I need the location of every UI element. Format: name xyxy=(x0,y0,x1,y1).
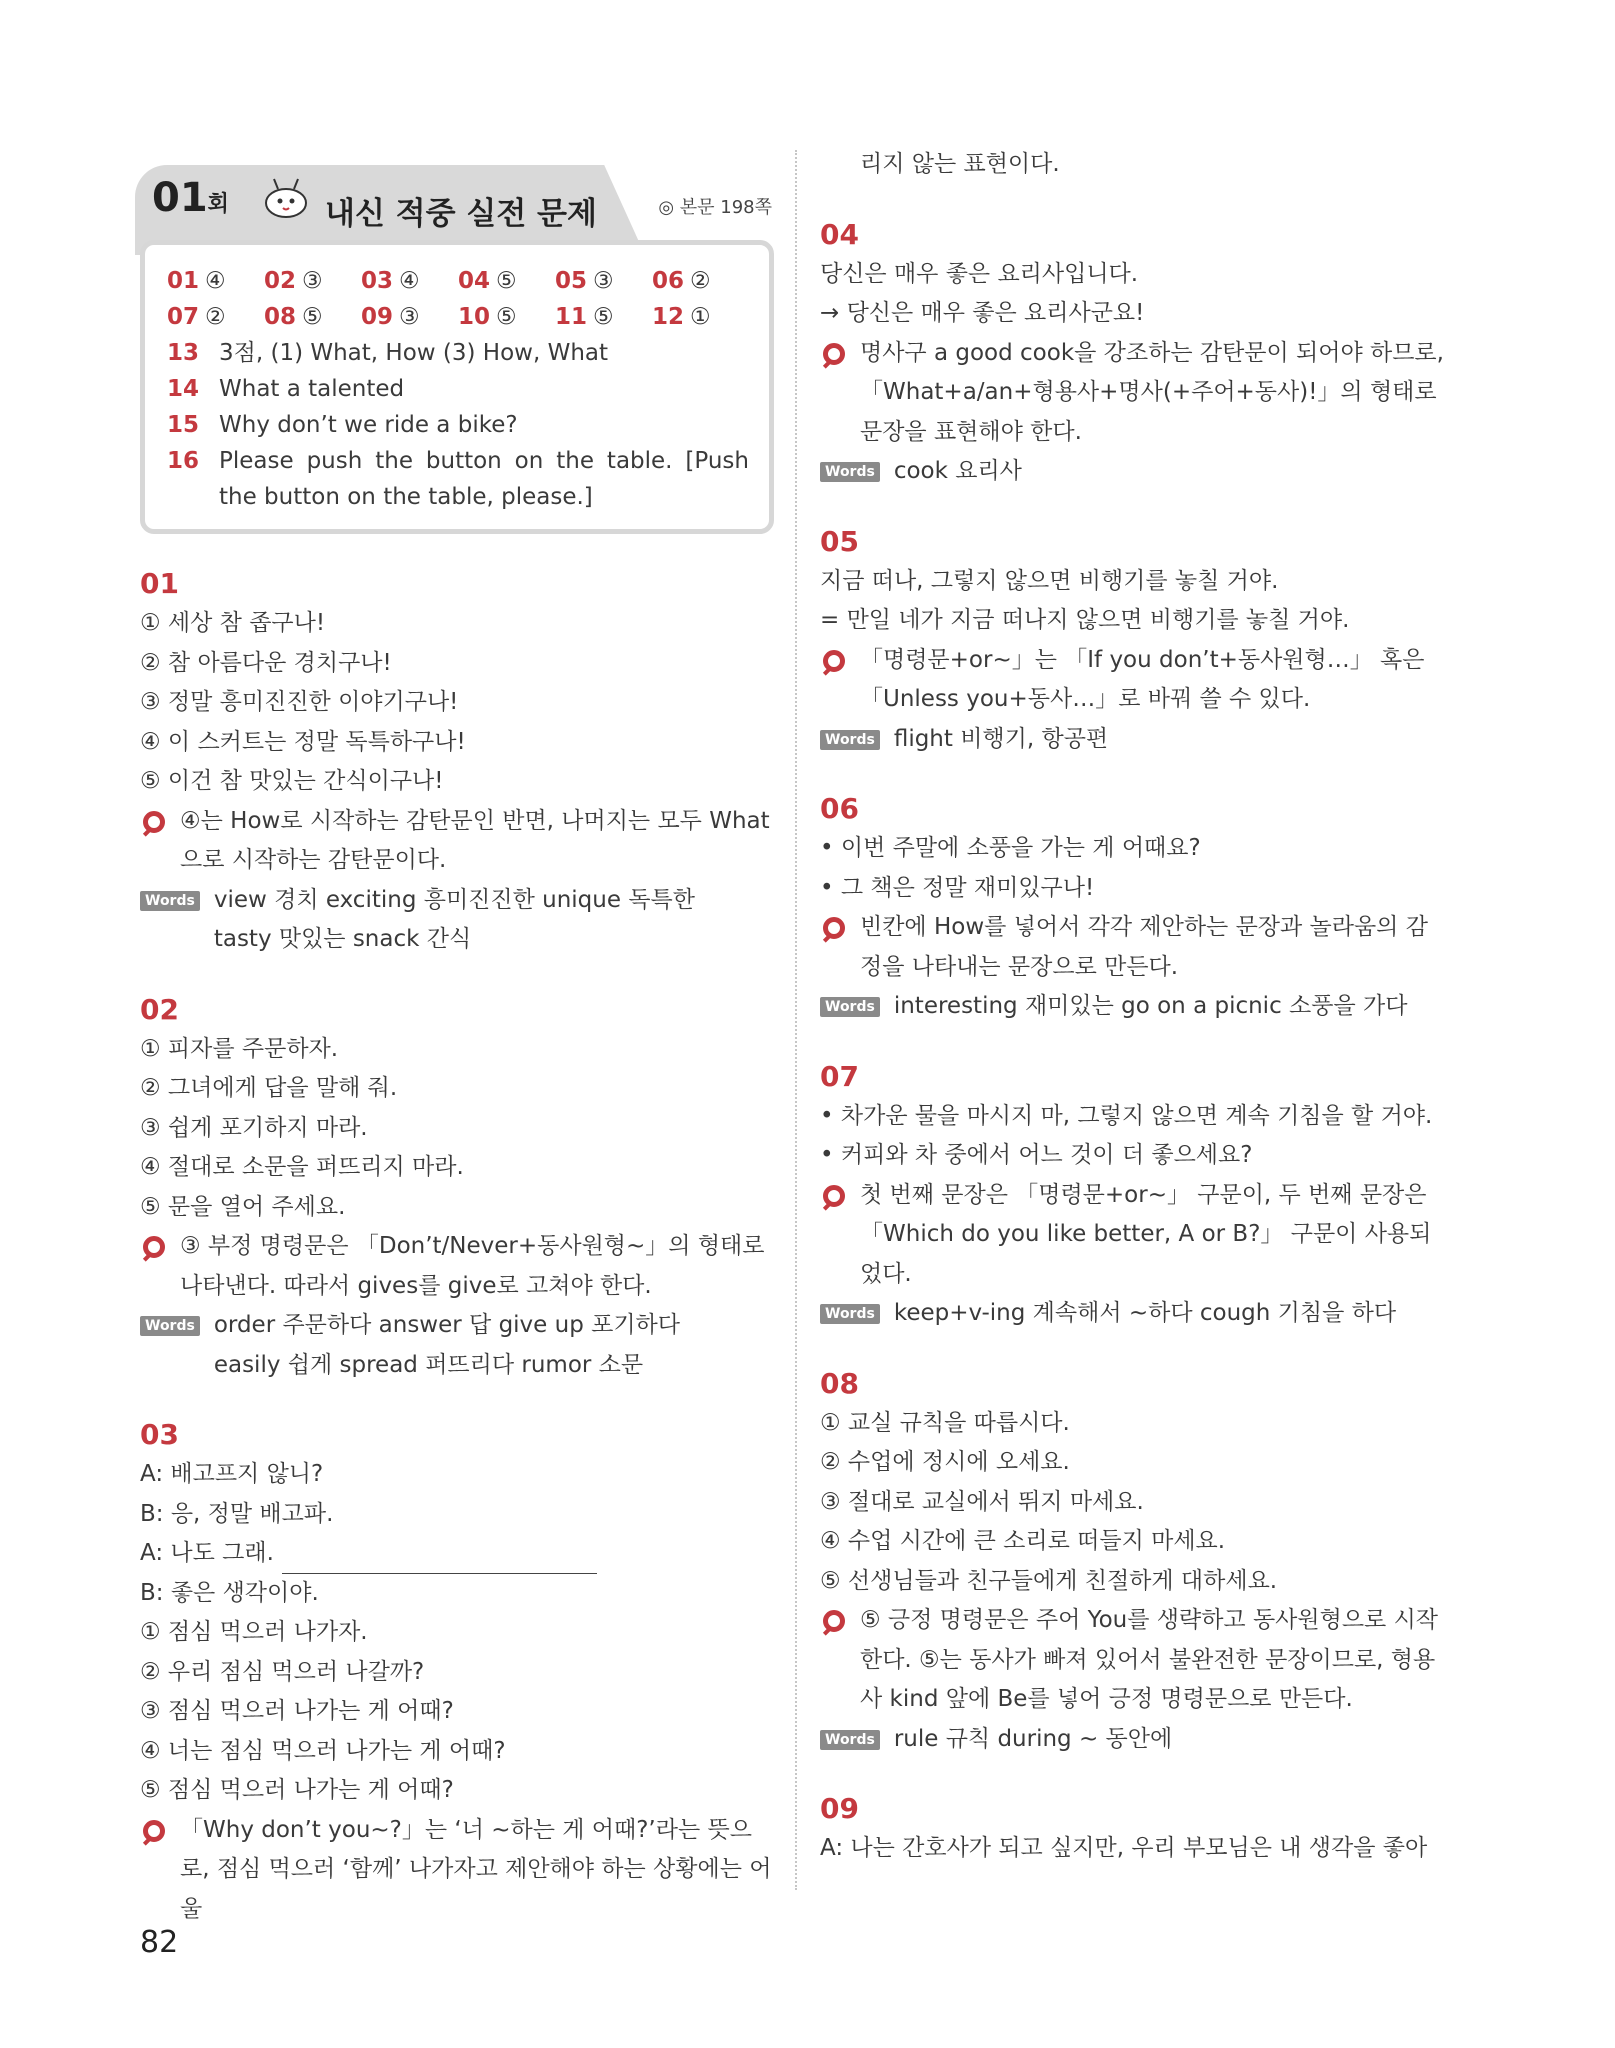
answer-number: 06 xyxy=(652,268,685,294)
option-line: ② 우리 점심 먹으러 나갈까? xyxy=(140,1658,425,1685)
question-07 xyxy=(820,1057,1450,1334)
words-tag: Words xyxy=(820,997,880,1017)
question-number: 07 xyxy=(820,1059,859,1093)
option-line: ⑤ 점심 먹으러 나가는 게 어때? xyxy=(140,1777,454,1803)
answer-number: 14 xyxy=(167,376,200,402)
answer-number: 11 xyxy=(555,304,588,330)
option-line: ① 피자를 주문하자. xyxy=(140,1035,339,1062)
section-title: 내신 적중 실전 문제 xyxy=(325,196,597,232)
question-number: 05 xyxy=(820,524,859,558)
words-box: Words keep+v-ing 계속해서 ~하다 cough 기침을 하다 xyxy=(820,1294,1450,1334)
words-box xyxy=(140,881,780,960)
explanation: ⑤ 긍정 명령문은 주어 You를 생략하고 동사원형으로 시작한다. ⑤는 동사가 빠져 있어서 불완전한 문장이므로, 형용사 kind 앞에 Be를 넣어 긍정 명령문으로 만든다. xyxy=(820,1601,1450,1720)
words-tag: Words xyxy=(820,1304,880,1324)
page-reference: ◎ 본문 198쪽 xyxy=(658,197,772,218)
question-number: 03 xyxy=(140,1418,179,1451)
option-line: ① 점심 먹으러 나가자. xyxy=(140,1619,368,1645)
option-line: ② 참 아름다운 경치구나! xyxy=(140,649,392,676)
answer-cell xyxy=(555,263,652,299)
words-box: Words flight 비행기, 항공편 xyxy=(820,720,1450,760)
sentence-line: = 만일 네가 지금 떠나지 않으면 비행기를 놓칠 거야. xyxy=(820,607,1350,633)
answer-value: ⑤ xyxy=(496,268,517,294)
words-box xyxy=(140,1306,780,1385)
words-line: view 경치 exciting 흥미진진한 unique 독특한 xyxy=(213,886,695,913)
answer-cell xyxy=(264,263,361,299)
magnifier-icon xyxy=(820,1182,852,1214)
answer-cell xyxy=(458,263,555,299)
answer-cell xyxy=(458,299,555,335)
dialog-line: B: 응, 정말 배고파. xyxy=(140,1500,334,1527)
option-line: ⑤ 문을 열어 주세요. xyxy=(140,1193,346,1220)
answer-cell xyxy=(652,299,749,335)
dialog-line: A: 배고프지 않니? xyxy=(140,1461,324,1487)
dialog-line: A: 나는 간호사가 되고 싶지만, 우리 부모님은 내 생각을 좋아 xyxy=(820,1835,1428,1861)
question-05 xyxy=(820,522,1450,760)
magnifier-icon xyxy=(820,914,852,946)
dialog-line: B: 좋은 생각이야. xyxy=(140,1579,319,1606)
words-tag: Words xyxy=(140,1316,200,1336)
answer-line xyxy=(167,371,749,407)
answer-cell xyxy=(167,263,264,299)
magnifier-icon xyxy=(820,1607,852,1639)
sentence-line: → 당신은 매우 좋은 요리사군요! xyxy=(820,300,1145,326)
left-column xyxy=(140,145,780,1929)
explanation: 「명령문+or~」는 「If you don’t+동사원형…」 혹은 「Unless you+동사…」로 바꿔 쓸 수 있다. xyxy=(820,641,1450,720)
explanation: ③ 부정 명령문은 「Don’t/Never+동사원형~」의 형태로 나타낸다. 따라서 gives를 give로 고쳐야 한다. xyxy=(140,1227,780,1306)
answer-value: Please push the button on the table. [Push the button on the table, please.] xyxy=(219,448,749,510)
question-number: 09 xyxy=(820,1792,859,1825)
answer-line xyxy=(167,407,749,443)
words-tag: Words xyxy=(820,462,880,482)
magnifier-icon xyxy=(820,340,852,372)
answer-value: ④ xyxy=(399,268,420,294)
sentence-line: 당신은 매우 좋은 요리사입니다. xyxy=(820,260,1139,287)
page-number: 82 xyxy=(140,1925,179,1960)
question-09 xyxy=(820,1789,1450,1869)
answer-grid xyxy=(167,263,749,335)
answer-number: 09 xyxy=(361,304,394,330)
words-tag: Words xyxy=(820,730,880,750)
option-line: ④ 수업 시간에 큰 소리로 떠들지 마세요. xyxy=(820,1528,1226,1554)
answer-number: 10 xyxy=(458,304,491,330)
magnifier-icon xyxy=(140,808,172,840)
answer-cell xyxy=(555,299,652,335)
option-line: ① 세상 참 좁구나! xyxy=(140,610,326,636)
section-header xyxy=(140,145,772,240)
answer-number: 04 xyxy=(458,268,491,294)
words-line: easily 쉽게 spread 퍼뜨리다 rumor 소문 xyxy=(213,1351,644,1378)
sentence-line: 지금 떠나, 그렇지 않으면 비행기를 놓칠 거야. xyxy=(820,567,1279,594)
answer-key-box xyxy=(140,240,774,534)
answer-value: ④ xyxy=(205,268,226,294)
explanation: 첫 번째 문장은 「명령문+or~」 구문이, 두 번째 문장은 「Which do you like better, A or B?」 구문이 사용되었다. xyxy=(820,1176,1450,1295)
option-line: ③ 쉽게 포기하지 마라. xyxy=(140,1114,368,1141)
answer-cell xyxy=(264,299,361,335)
option-line: ① 교실 규칙을 따릅시다. xyxy=(820,1409,1070,1436)
option-line: ③ 점심 먹으러 나가는 게 어때? xyxy=(140,1698,454,1724)
magnifier-icon xyxy=(140,1817,172,1849)
answer-line xyxy=(167,443,749,515)
answer-value: ② xyxy=(690,268,711,294)
answer-value: 3점, (1) What, How (3) How, What xyxy=(219,340,609,366)
answer-number: 12 xyxy=(652,304,685,330)
answer-value: ③ xyxy=(399,304,420,330)
words-box: Words interesting 재미있는 go on a picnic 소풍을 가다 xyxy=(820,987,1450,1027)
explanation: 「Why don’t you~?」는 ‘너 ~하는 게 어때?’라는 뜻으로, 점심 먹으러 ‘함께’ 나가자고 제안해야 하는 상황에는 어울 xyxy=(140,1811,780,1930)
answer-cell xyxy=(167,299,264,335)
question-number: 01 xyxy=(140,567,179,600)
explanation: 명사구 a good cook을 강조하는 감탄문이 되어야 하므로, 「What+a/an+형용사+명사(+주어+동사)!」의 형태로 문장을 표현해야 한다. xyxy=(820,334,1450,453)
option-line: ④ 너는 점심 먹으러 나가는 게 어때? xyxy=(140,1737,506,1764)
magnifier-icon xyxy=(140,1233,172,1265)
answer-blank xyxy=(282,1545,597,1574)
answer-value: ① xyxy=(690,304,711,330)
words-box: Words rule 규칙 during ~ 동안에 xyxy=(820,1720,1450,1760)
sentence-line: • 커피와 차 중에서 어느 것이 더 좋으세요? xyxy=(820,1142,1253,1168)
answer-number: 08 xyxy=(264,304,297,330)
question-06 xyxy=(820,789,1450,1027)
answer-number: 15 xyxy=(167,412,200,438)
question-number: 08 xyxy=(820,1366,859,1400)
question-number: 06 xyxy=(820,792,859,825)
words-line: order 주문하다 answer 답 give up 포기하다 xyxy=(213,1312,680,1338)
option-line: ⑤ 이건 참 맛있는 간식이구나! xyxy=(140,768,444,794)
option-line: ② 그녀에게 답을 말해 줘. xyxy=(140,1075,398,1101)
dialog-line: A: 나도 그래. xyxy=(140,1534,780,1574)
answer-number: 02 xyxy=(264,268,297,294)
words-tag: Words xyxy=(140,891,200,911)
answer-value: ③ xyxy=(302,268,323,294)
option-line: ④ 절대로 소문을 퍼뜨리지 마라. xyxy=(140,1154,464,1180)
answer-value: ③ xyxy=(593,268,614,294)
words-line: tasty 맛있는 snack 간식 xyxy=(213,926,472,952)
answer-value: ② xyxy=(205,304,226,330)
magnifier-icon xyxy=(820,647,852,679)
sentence-line: • 차가운 물을 마시지 마, 그렇지 않으면 계속 기침을 할 거야. xyxy=(820,1102,1433,1129)
option-line: ② 수업에 정시에 오세요. xyxy=(820,1449,1070,1475)
round-number: 01회 xyxy=(152,175,229,221)
words-tag: Words xyxy=(820,1730,880,1750)
answer-text-list xyxy=(167,335,749,515)
sentence-line: • 이번 주말에 소풍을 가는 게 어때요? xyxy=(820,835,1201,861)
mascot-icon xyxy=(258,177,318,230)
answer-number: 03 xyxy=(361,268,394,294)
question-03 xyxy=(140,1415,780,1929)
answer-value: What a talented xyxy=(219,376,405,402)
answer-cell xyxy=(361,263,458,299)
question-number: 04 xyxy=(820,217,859,251)
question-08 xyxy=(820,1364,1450,1760)
answer-cell xyxy=(652,263,749,299)
answer-cell xyxy=(361,299,458,335)
answer-number: 13 xyxy=(167,340,200,366)
answer-line xyxy=(167,335,749,371)
right-column xyxy=(820,145,1450,1869)
option-line: ④ 이 스커트는 정말 독특하구나! xyxy=(140,728,466,755)
words-box: Words cook 요리사 xyxy=(820,452,1450,492)
answer-number: 07 xyxy=(167,304,200,330)
answer-number: 05 xyxy=(555,268,588,294)
explanation: ④는 How로 시작하는 감탄문인 반면, 나머지는 모두 What으로 시작하는 감탄문이다. xyxy=(140,802,780,881)
explanation: 빈칸에 How를 넣어서 각각 제안하는 문장과 놀라움의 감정을 나타내는 문장으로 만든다. xyxy=(820,908,1450,987)
explanation-continued: 리지 않는 표현이다. xyxy=(860,151,1060,177)
question-01 xyxy=(140,564,780,960)
answer-value: ⑤ xyxy=(593,304,614,330)
option-line: ③ 절대로 교실에서 뛰지 마세요. xyxy=(820,1488,1144,1515)
answer-value: ⑤ xyxy=(302,304,323,330)
answer-number: 16 xyxy=(167,448,200,474)
sentence-line: • 그 책은 정말 재미있구나! xyxy=(820,874,1095,901)
answer-value: Why don’t we ride a bike? xyxy=(219,412,518,438)
question-02 xyxy=(140,990,780,1386)
answer-value: ⑤ xyxy=(496,304,517,330)
column-divider xyxy=(795,150,797,1890)
question-number: 02 xyxy=(140,992,179,1026)
question-04 xyxy=(820,215,1450,492)
answer-number: 01 xyxy=(167,268,200,294)
option-line: ⑤ 선생님들과 친구들에게 친절하게 대하세요. xyxy=(820,1567,1278,1594)
option-line: ③ 정말 흥미진진한 이야기구나! xyxy=(140,689,459,715)
